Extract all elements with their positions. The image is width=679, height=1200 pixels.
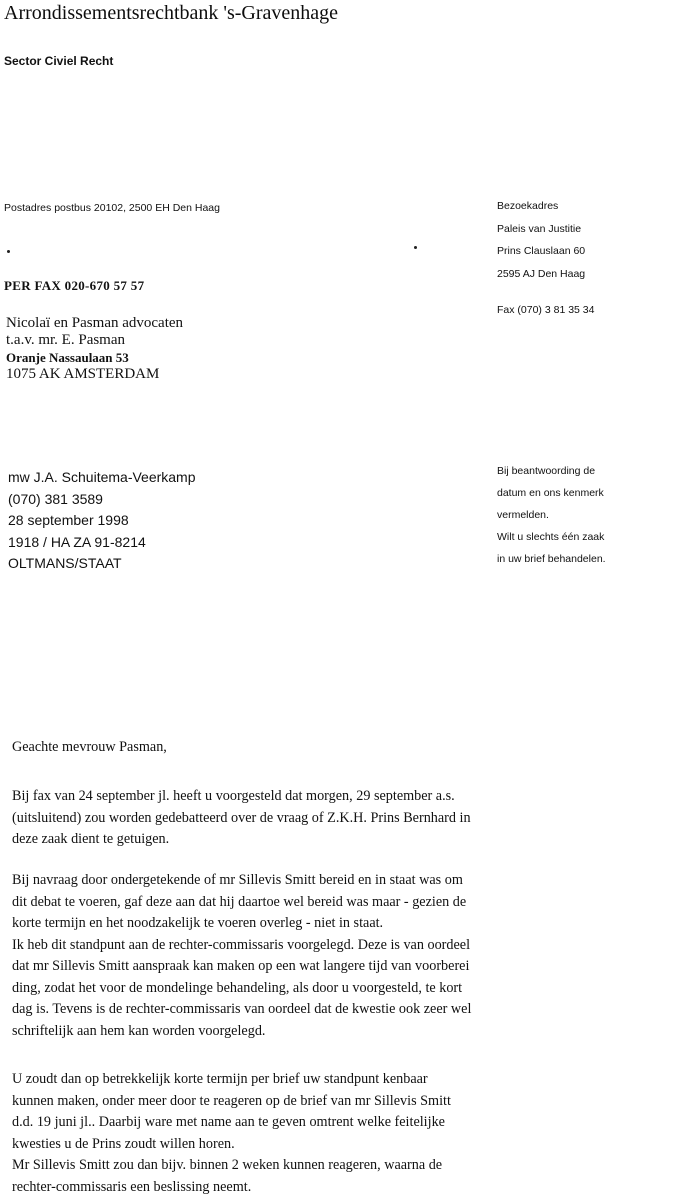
paragraph-line: U zoudt dan op betrekkelijk korte termijn per brief uw standpunt kenbaar [12,1071,428,1087]
paragraph-line: Bij navraag door ondergetekende of mr Sillevis Smitt bereid en in staat was om [12,872,463,888]
reference-contact: mw J.A. Schuitema-Veerkamp [8,469,196,485]
reference-case: OLTMANS/STAAT [8,555,122,571]
reply-note-line: vermelden. [497,509,549,521]
reply-note [497,460,606,570]
reference-number: 1918 / HA ZA 91-8214 [8,533,146,550]
recipient-address [6,315,183,383]
reference-phone: (070) 381 3589 [8,490,103,507]
visiting-line3: 2595 AJ Den Haag [497,267,586,280]
paragraph-3 [12,1069,451,1198]
reference-date: 28 september 1998 [8,512,129,528]
paragraph-line: deze zaak dient te getuigen. [12,831,170,847]
recipient-attn: t.a.v. mr. E. Pasman [6,332,126,348]
recipient-firm: Nicolaï en Pasman advocaten [6,315,184,331]
paragraph-line: d.d. 19 juni jl.. Daarbij ware met name aan te geven omtrent welke feitelijke [12,1114,445,1130]
recipient-city: 1075 AK AMSTERDAM [6,366,160,382]
paragraph-2 [12,870,471,1042]
paragraph-line: kwesties u de Prins zoudt willen horen. [12,1135,235,1152]
visiting-line2: Prins Clauslaan 60 [497,245,586,257]
paragraph-1 [12,786,471,851]
salutation: Geachte mevrouw Pasman, [12,739,167,755]
paragraph-line: Mr Sillevis Smitt zou dan bijv. binnen 2 weken kunnen reageren, waarna de [12,1157,443,1173]
visiting-line1: Paleis van Justitie [497,222,582,235]
speck-dot [7,250,10,253]
per-fax-line: PER FAX 020-670 57 57 [4,278,145,293]
paragraph-line: Ik heb dit standpunt aan de rechter-commissaris voorgelegd. Deze is van oordeel [12,936,471,953]
paragraph-line: dag is. Tevens is de rechter-commissaris van oordeel dat de kwestie ook zeer wel [12,1001,472,1017]
speck-dot [414,246,417,249]
paragraph-line: korte termijn en het noodzakelijk te voeren overleg - niet in staat. [12,915,384,931]
paragraph-line: dit debat te voeren, gaf deze aan dat hij daartoe wel bereid was maar - gezien de [12,893,467,910]
recipient-street: Oranje Nassaulaan 53 [6,350,129,365]
reply-note-line: Wilt u slechts één zaak [497,531,605,543]
paragraph-line: Bij fax van 24 september jl. heeft u voorgesteld dat morgen, 29 september a.s. [12,788,455,804]
visiting-label: Bezoekadres [497,200,559,212]
reply-note-line: datum en ons kenmerk [497,487,604,499]
reply-note-line: Bij beantwoording de [497,465,596,477]
court-fax: Fax (070) 3 81 35 34 [497,304,595,316]
paragraph-line: dat mr Sillevis Smitt aanspraak kan maken op een wat langere tijd van voorberei [12,958,470,974]
paragraph-line: kunnen maken, onder meer door te reageren op de brief van mr Sillevis Smitt [12,1092,451,1109]
reference-block [8,467,196,575]
paragraph-line: ding, zodat het voor de mondelinge behandeling, als door u voorgesteld, te kort [12,979,463,996]
paragraph-line: (uitsluitend) zou worden gedebatteerd over de vraag of Z.K.H. Prins Bernhard in [12,809,471,826]
sector-label: Sector Civiel Recht [4,54,114,68]
paragraph-line: schriftelijk aan hem kan worden voorgelegd. [12,1022,266,1039]
postal-address: Postadres postbus 20102, 2500 EH Den Haag [4,202,220,214]
paragraph-line: rechter-commissaris een beslissing neemt. [12,1178,252,1195]
court-name: Arrondissementsrechtbank 's-Gravenhage [4,2,339,24]
reply-note-line: in uw brief behandelen. [497,553,606,565]
visiting-address [497,195,585,285]
